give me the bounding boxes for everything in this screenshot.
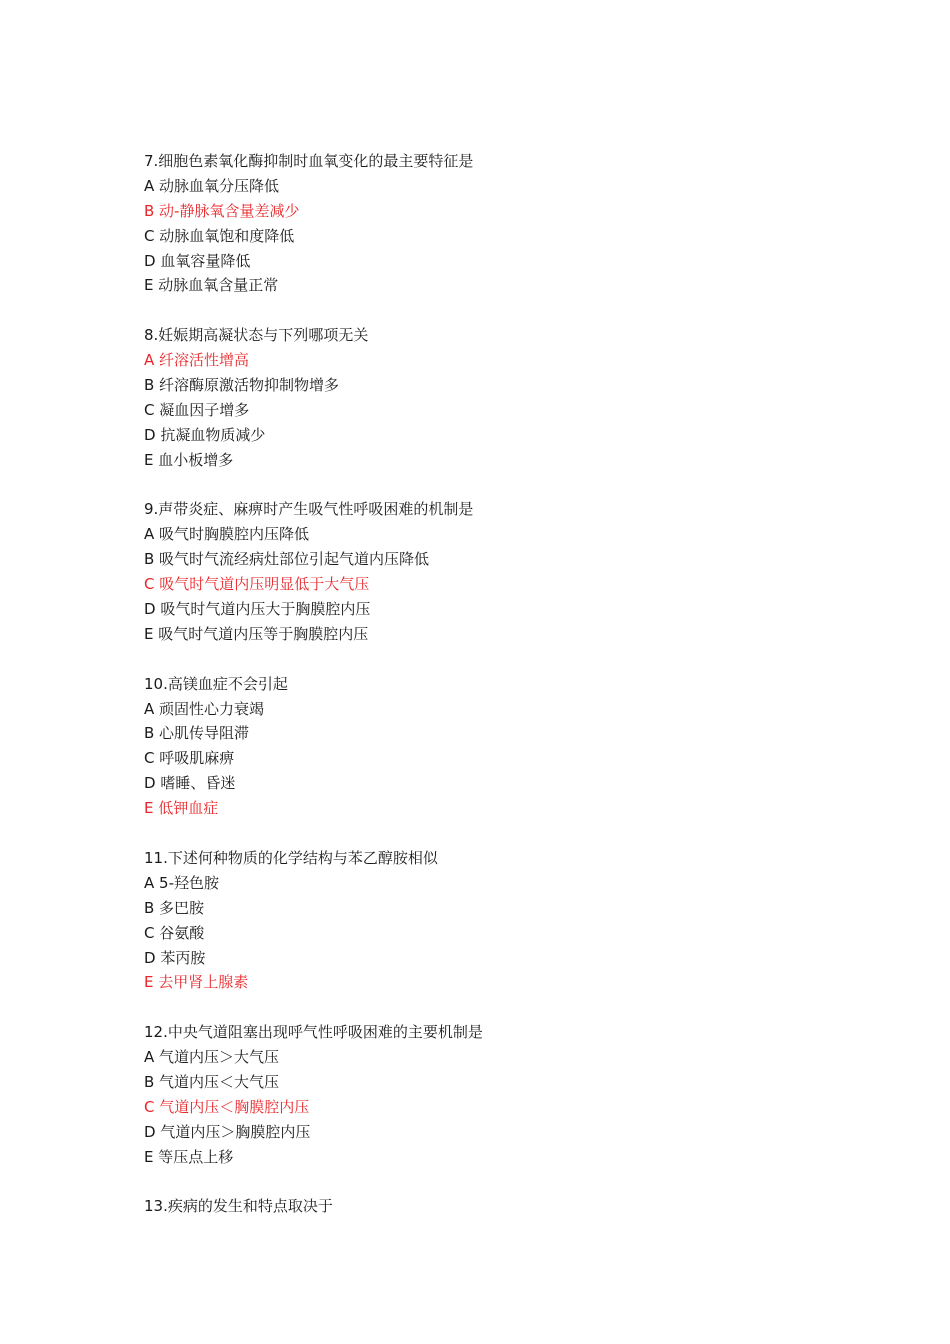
option-a-correct: A 纤溶活性增高 — [144, 351, 250, 370]
option-d: D 气道内压＞胸膜腔内压 — [144, 1122, 311, 1141]
option-e: E 等压点上移 — [144, 1147, 234, 1166]
option-d: D 苯丙胺 — [144, 948, 206, 967]
option-d: D 吸气时气道内压大于胸膜腔内压 — [144, 600, 371, 619]
option-c: C 动脉血氧饱和度降低 — [144, 226, 295, 245]
option-a: A 动脉血氧分压降低 — [144, 176, 280, 195]
option-b: B 心肌传导阻滞 — [144, 724, 250, 743]
option-c-correct: C 气道内压＜胸膜腔内压 — [144, 1097, 310, 1116]
option-e: E 吸气时气道内压等于胸膜腔内压 — [144, 624, 369, 643]
option-c: C 谷氨酸 — [144, 923, 205, 942]
question-stem: 13.疾病的发生和特点取决于 — [144, 1197, 333, 1216]
question-stem: 7.细胞色素氧化酶抑制时血氧变化的最主要特征是 — [144, 152, 474, 170]
question-7 — [144, 149, 844, 298]
option-c-correct: C 吸气时气道内压明显低于大气压 — [144, 575, 370, 594]
question-10 — [144, 672, 844, 821]
question-8 — [144, 323, 844, 472]
option-c: C 凝血因子增多 — [144, 400, 250, 419]
option-e-correct: E 低钾血症 — [144, 799, 219, 818]
option-b: B 气道内压＜大气压 — [144, 1072, 280, 1091]
option-a: A 5-羟色胺 — [144, 873, 219, 892]
option-b: B 多巴胺 — [144, 898, 205, 917]
option-a: A 气道内压＞大气压 — [144, 1048, 280, 1067]
option-b-correct: B 动-静脉氧含量差减少 — [144, 201, 300, 220]
question-13 — [144, 1194, 844, 1219]
option-e: E 血小板增多 — [144, 450, 234, 469]
option-b: B 吸气时气流经病灶部位引起气道内压降低 — [144, 550, 430, 569]
question-9 — [144, 497, 844, 646]
option-e: E 动脉血氧含量正常 — [144, 276, 279, 295]
option-a: A 顽固性心力衰竭 — [144, 699, 265, 718]
question-stem: 12.中央气道阻塞出现呼气性呼吸困难的主要机制是 — [144, 1023, 483, 1042]
document-body — [144, 149, 844, 1244]
question-stem: 8.妊娠期高凝状态与下列哪项无关 — [144, 326, 369, 345]
question-stem: 10.高镁血症不会引起 — [144, 674, 288, 693]
option-e-correct: E 去甲肾上腺素 — [144, 973, 249, 992]
question-stem: 9.声带炎症、麻痹时产生吸气性呼吸困难的机制是 — [144, 500, 474, 519]
option-d: D 抗凝血物质减少 — [144, 425, 266, 444]
option-d: D 嗜睡、昏迷 — [144, 774, 236, 793]
question-11 — [144, 846, 844, 995]
option-c: C 呼吸肌麻痹 — [144, 749, 235, 768]
option-d: D 血氧容量降低 — [144, 251, 251, 270]
question-stem: 11.下述何种物质的化学结构与苯乙醇胺相似 — [144, 848, 438, 867]
option-a: A 吸气时胸膜腔内压降低 — [144, 525, 310, 544]
option-b: B 纤溶酶原激活物抑制物增多 — [144, 376, 340, 395]
question-12 — [144, 1020, 844, 1169]
